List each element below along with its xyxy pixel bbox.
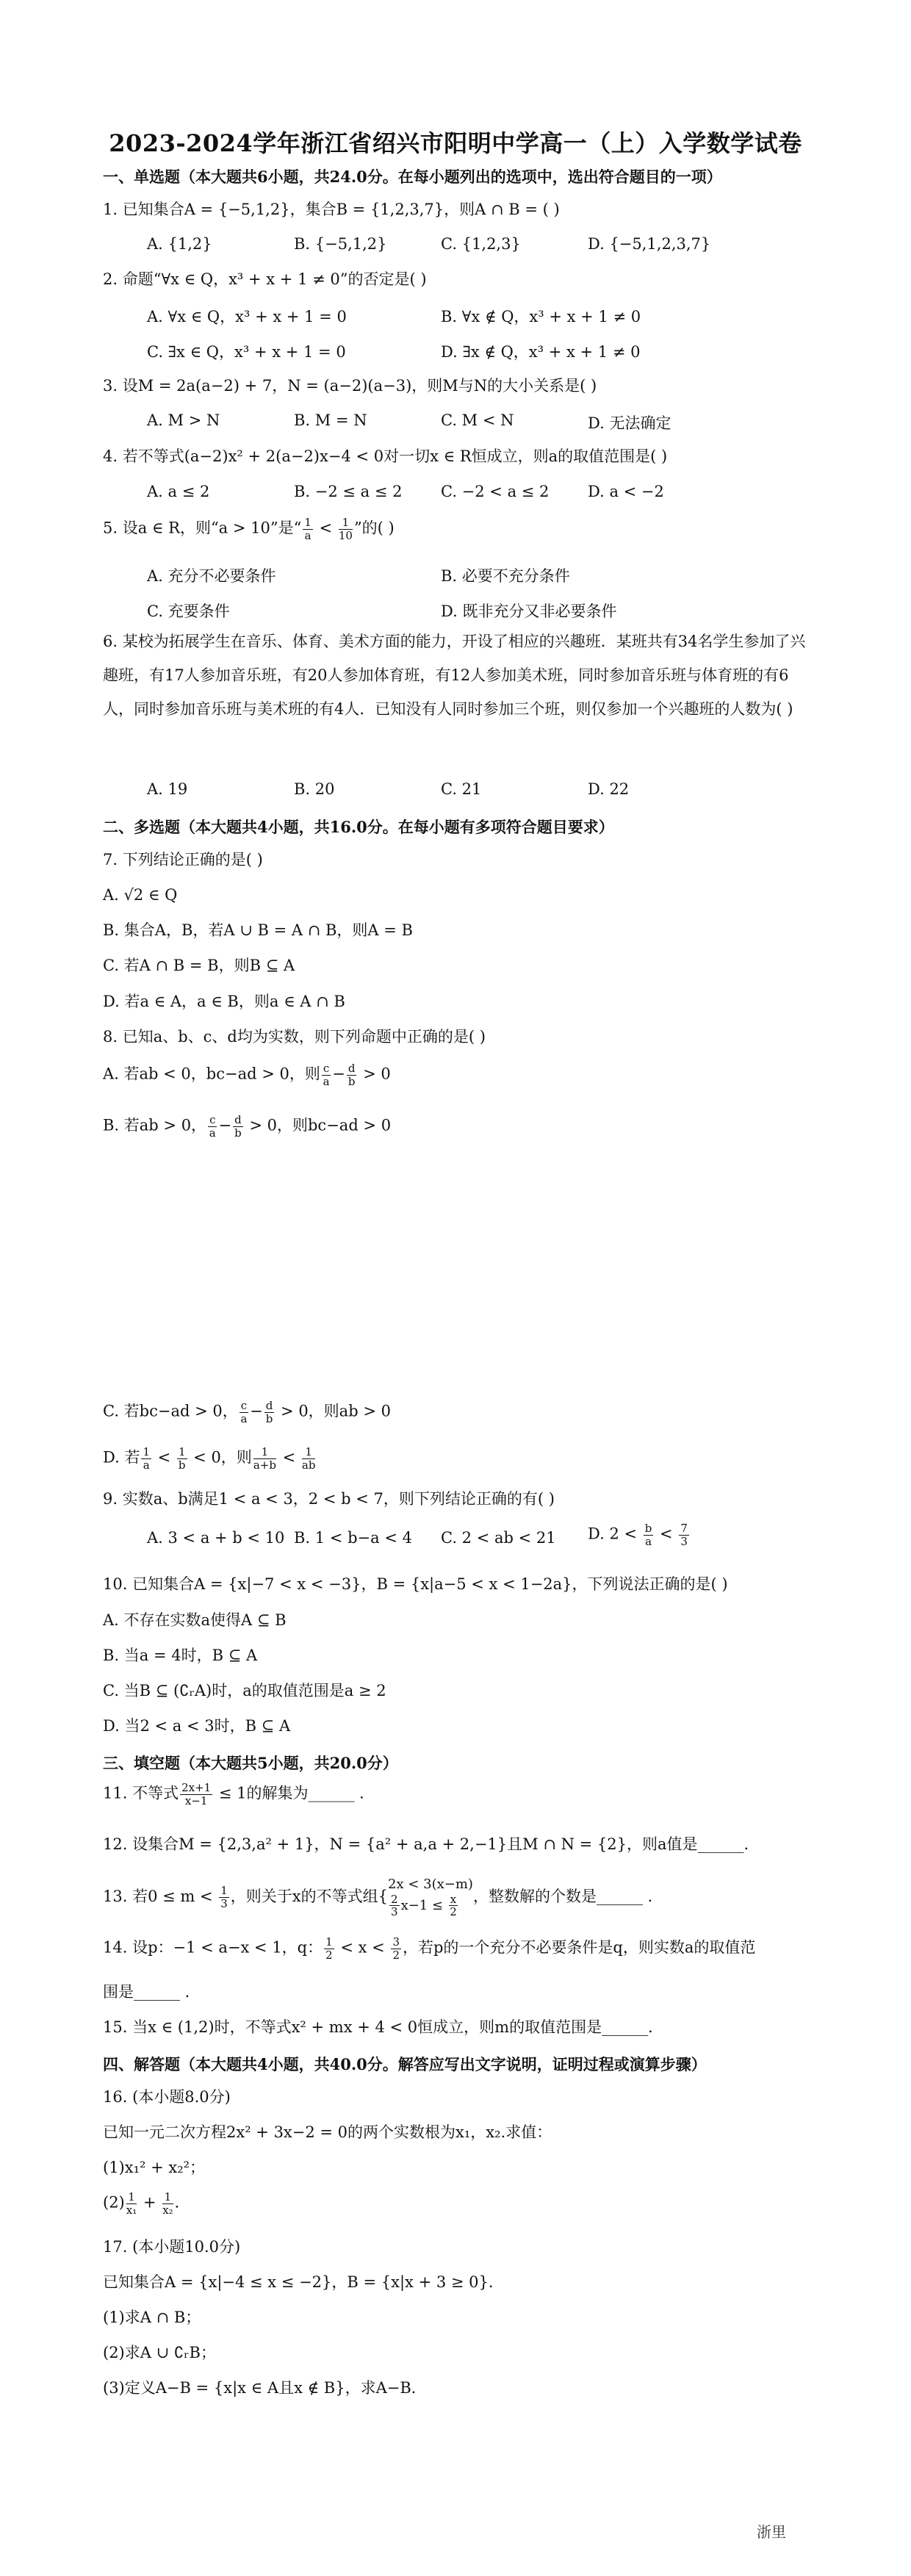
fraction: $\frac{1}{a}$: [304, 516, 312, 542]
q1-option-b: B. {−5,1,2}: [294, 235, 387, 253]
q10-option-c: C. 当B ⊆ (∁ᵣA)时，a的取值范围是a ≥ 2: [103, 1682, 386, 1699]
q17-body: 已知集合A = {x|−4 ≤ x ≤ −2}，B = {x|x + 3 ≥ 0}．: [103, 2273, 504, 2291]
q16-body: 已知一元二次方程2x² + 3x−2 = 0的两个实数根为x₁，x₂.求值：: [103, 2123, 552, 2141]
q8-option-c: C. 若bc−ad > 0， $\frac{c}{a}$ − $\frac{d}{b}$ > 0，则ab > 0: [103, 1399, 391, 1425]
fraction: $\frac{c}{a}$: [209, 1113, 216, 1140]
q5-option-c: C. 充要条件: [147, 602, 230, 620]
q5-option-d: D. 既非充分又非必要条件: [441, 602, 617, 620]
fraction: $\frac{d}{b}$: [348, 1062, 356, 1088]
q10-stem: 10. 已知集合A = {x|−7 < x < −3}，B = {x|a−5 < x < 1−2a}，下列说法正确的是( ): [103, 1575, 728, 1593]
q4-stem: 4. 若不等式(a−2)x² + 2(a−2)x−4 < 0对一切x ∈ R恒成立，则a的取值范围是( ): [103, 447, 668, 465]
q4-option-b: B. −2 ≤ a ≤ 2: [294, 483, 403, 500]
q10-option-d: D. 当2 < a < 3时，B ⊆ A: [103, 1717, 291, 1735]
q7-option-b: B. 集合A，B，若A ∪ B = A ∩ B，则A = B: [103, 921, 413, 939]
q8-stem: 8. 已知a、b、c、d均为实数，则下列命题中正确的是( ): [103, 1028, 486, 1046]
q10-option-a: A. 不存在实数a使得A ⊆ B: [103, 1611, 287, 1629]
q4-option-a: A. a ≤ 2: [147, 483, 210, 500]
q2-stem: 2. 命题“∀x ∈ Q，x³ + x + 1 ≠ 0”的否定是( ): [103, 270, 427, 288]
fraction: $\frac{d}{b}$: [234, 1113, 242, 1140]
q6-option-b: B. 20: [294, 780, 335, 798]
section-single-choice: 一、单选题（本大题共6小题，共24.0分。在每小题列出的选项中，选出符合题目的一项）: [103, 168, 722, 186]
fraction: $\frac{2}{3}$: [391, 1892, 398, 1918]
q1-option-a: A. {1,2}: [147, 235, 212, 253]
fraction: $\frac{1}{10}$: [338, 516, 353, 542]
q7-stem: 7. 下列结论正确的是( ): [103, 851, 263, 868]
fraction: $\frac{c}{a}$: [323, 1062, 330, 1088]
q8-option-d: D. 若 $\frac{1}{a}$ < $\frac{1}{b}$ < 0，则 $\frac{1}{a+b}$ < $\frac{1}{ab}$: [103, 1445, 316, 1472]
q4-option-d: D. a < −2: [588, 483, 664, 500]
q9-option-b: B. 1 < b−a < 4: [294, 1529, 412, 1547]
fraction: $\frac{2x+1}{x-1}$: [181, 1781, 212, 1807]
q3-option-a: A. M > N: [147, 411, 220, 429]
q15-stem: 15. 当x ∈ (1,2)时，不等式x² + mx + 4 < 0恒成立，则m的取值范围是______．: [103, 2018, 664, 2036]
fraction: $\frac{1}{a}$: [143, 1445, 150, 1472]
q5-stem: 5. 设a ∈ R，则“a > 10”是“ $\frac{1}{a}$ < $\frac{1}{10}$ ”的( ): [103, 516, 395, 542]
fraction: $\frac{1}{\text{x₂}}$: [162, 2190, 173, 2217]
fraction: $\frac{1}{2}$: [325, 1935, 333, 1962]
q1-option-c: C. {1,2,3}: [441, 235, 521, 253]
q4-option-c: C. −2 < a ≤ 2: [441, 483, 550, 500]
q6-stem: 6. 某校为拓展学生在音乐、体育、美术方面的能力，开设了相应的兴趣班．某班共有34名学生参加了兴趣班，有17人参加音乐班，有20人参加体育班，有12人参加美术班，同时参加音乐班与体育班的有6人，同时参加音乐班与美术班的有4人．已知没有人同时参加三个班，则仅参加一个兴趣班的人数为( ): [103, 633, 806, 718]
fraction: $\frac{1}{3}$: [220, 1884, 228, 1910]
q5-option-b: B. 必要不充分条件: [441, 567, 570, 585]
q16-part1: (1)x₁² + x₂²；: [103, 2159, 206, 2176]
fraction: $\frac{1}{\text{x₁}}$: [126, 2190, 137, 2217]
q13-stem: 13. 若0 ≤ m < $\frac{1}{3}$ ，则关于x的不等式组{ 2x < 3(x−m) $\frac{2}{3}$ x−1 ≤ $\frac{x}{2}$ ，整数解的个数是______ ．: [103, 1877, 663, 1918]
q9-option-d: D. 2 < $\frac{b}{a}$ < $\frac{7}{3}$: [588, 1522, 688, 1548]
fraction: $\frac{1}{b}$: [178, 1445, 186, 1472]
q6-option-d: D. 22: [588, 780, 630, 798]
q7-option-a: A. √2 ∈ Q: [103, 886, 178, 904]
q6-option-c: C. 21: [441, 780, 482, 798]
fraction: $\frac{d}{b}$: [265, 1399, 273, 1425]
q16-part2: (2) $\frac{1}{\text{x₁}}$ + $\frac{1}{\text{x₂}}$ ．: [103, 2190, 190, 2217]
q8-option-b: B. 若ab > 0， $\frac{c}{a}$ − $\frac{d}{b}$ > 0，则bc−ad > 0: [103, 1113, 392, 1140]
fraction: $\frac{7}{3}$: [680, 1522, 688, 1548]
q2-option-d: D. ∃x ∉ Q，x³ + x + 1 ≠ 0: [441, 343, 641, 361]
fraction: $\frac{b}{a}$: [644, 1522, 652, 1548]
q17-part2: (2)求A ∪ ∁ᵣB；: [103, 2344, 216, 2361]
q3-option-d: D. 无法确定: [588, 414, 671, 432]
section-solve: 四、解答题（本大题共4小题，共40.0分。解答应写出文字说明，证明过程或演算步骤）: [103, 2055, 707, 2073]
inequality-system: 2x < 3(x−m) $\frac{2}{3}$ x−1 ≤ $\frac{x}{2}$: [388, 1877, 473, 1918]
q9-option-a: A. 3 < a + b < 10: [147, 1529, 285, 1547]
q9-stem: 9. 实数a、b满足1 < a < 3，2 < b < 7，则下列结论正确的有( ): [103, 1490, 555, 1508]
q2-option-b: B. ∀x ∉ Q，x³ + x + 1 ≠ 0: [441, 308, 641, 325]
q3-stem: 3. 设M = 2a(a−2) + 7，N = (a−2)(a−3)，则M与N的大小关系是( ): [103, 377, 597, 395]
page-title: 2023-2024学年浙江省绍兴市阳明中学高一（上）入学数学试卷: [109, 129, 802, 157]
q1-stem: 1. 已知集合A = {−5,1,2}，集合B = {1,2,3,7}，则A ∩ B = ( ): [103, 201, 560, 218]
q9-option-c: C. 2 < ab < 21: [441, 1529, 556, 1547]
q8-option-a: A. 若ab < 0，bc−ad > 0，则 $\frac{c}{a}$ − $\frac{d}{b}$ > 0: [103, 1062, 391, 1088]
page-footer: 浙里: [757, 2523, 786, 2541]
q2-option-a: A. ∀x ∈ Q，x³ + x + 1 = 0: [147, 308, 347, 325]
q17-head: 17. (本小题10.0分): [103, 2238, 241, 2256]
q17-part1: (1)求A ∩ B；: [103, 2309, 201, 2326]
q3-option-b: B. M = N: [294, 411, 367, 429]
q10-option-b: B. 当a = 4时，B ⊆ A: [103, 1647, 258, 1664]
q17-part3: (3)定义A−B = {x|x ∈ A且x ∉ B}，求A−B．: [103, 2379, 427, 2397]
q14-stem: 14. 设p：−1 < a−x < 1，q： $\frac{1}{2}$ < x < $\frac{3}{2}$ ，若p的一个充分不必要条件是q，则实数a的取值范: [103, 1935, 756, 1962]
q7-option-d: D. 若a ∈ A，a ∈ B，则a ∈ A ∩ B: [103, 993, 345, 1010]
q16-head: 16. (本小题8.0分): [103, 2088, 231, 2106]
section-multi-choice: 二、多选题（本大题共4小题，共16.0分。在每小题有多项符合题目要求）: [103, 818, 614, 836]
q2-option-c: C. ∃x ∈ Q，x³ + x + 1 = 0: [147, 343, 346, 361]
fraction: $\frac{c}{a}$: [240, 1399, 248, 1425]
q5-option-a: A. 充分不必要条件: [147, 567, 276, 585]
section-fill-blank: 三、填空题（本大题共5小题，共20.0分）: [103, 1754, 398, 1772]
q11-stem: 11. 不等式 $\frac{2x+1}{x-1}$ ≤ 1的解集为______ ．: [103, 1781, 375, 1807]
fraction: $\frac{1}{a+b}$: [253, 1445, 276, 1472]
q3-option-c: C. M < N: [441, 411, 514, 429]
fraction: $\frac{1}{ab}$: [301, 1445, 316, 1472]
q14-stem-cont: 围是______ ．: [103, 1983, 201, 2001]
fraction: $\frac{3}{2}$: [392, 1935, 400, 1962]
q12-stem: 12. 设集合M = {2,3,a² + 1}，N = {a² + a,a + 2,−1}且M ∩ N = {2}，则a值是______．: [103, 1835, 760, 1853]
q1-option-d: D. {−5,1,2,3,7}: [588, 235, 711, 253]
q7-option-c: C. 若A ∩ B = B，则B ⊆ A: [103, 957, 295, 974]
q6-option-a: A. 19: [147, 780, 188, 798]
fraction: $\frac{x}{2}$: [450, 1892, 457, 1918]
